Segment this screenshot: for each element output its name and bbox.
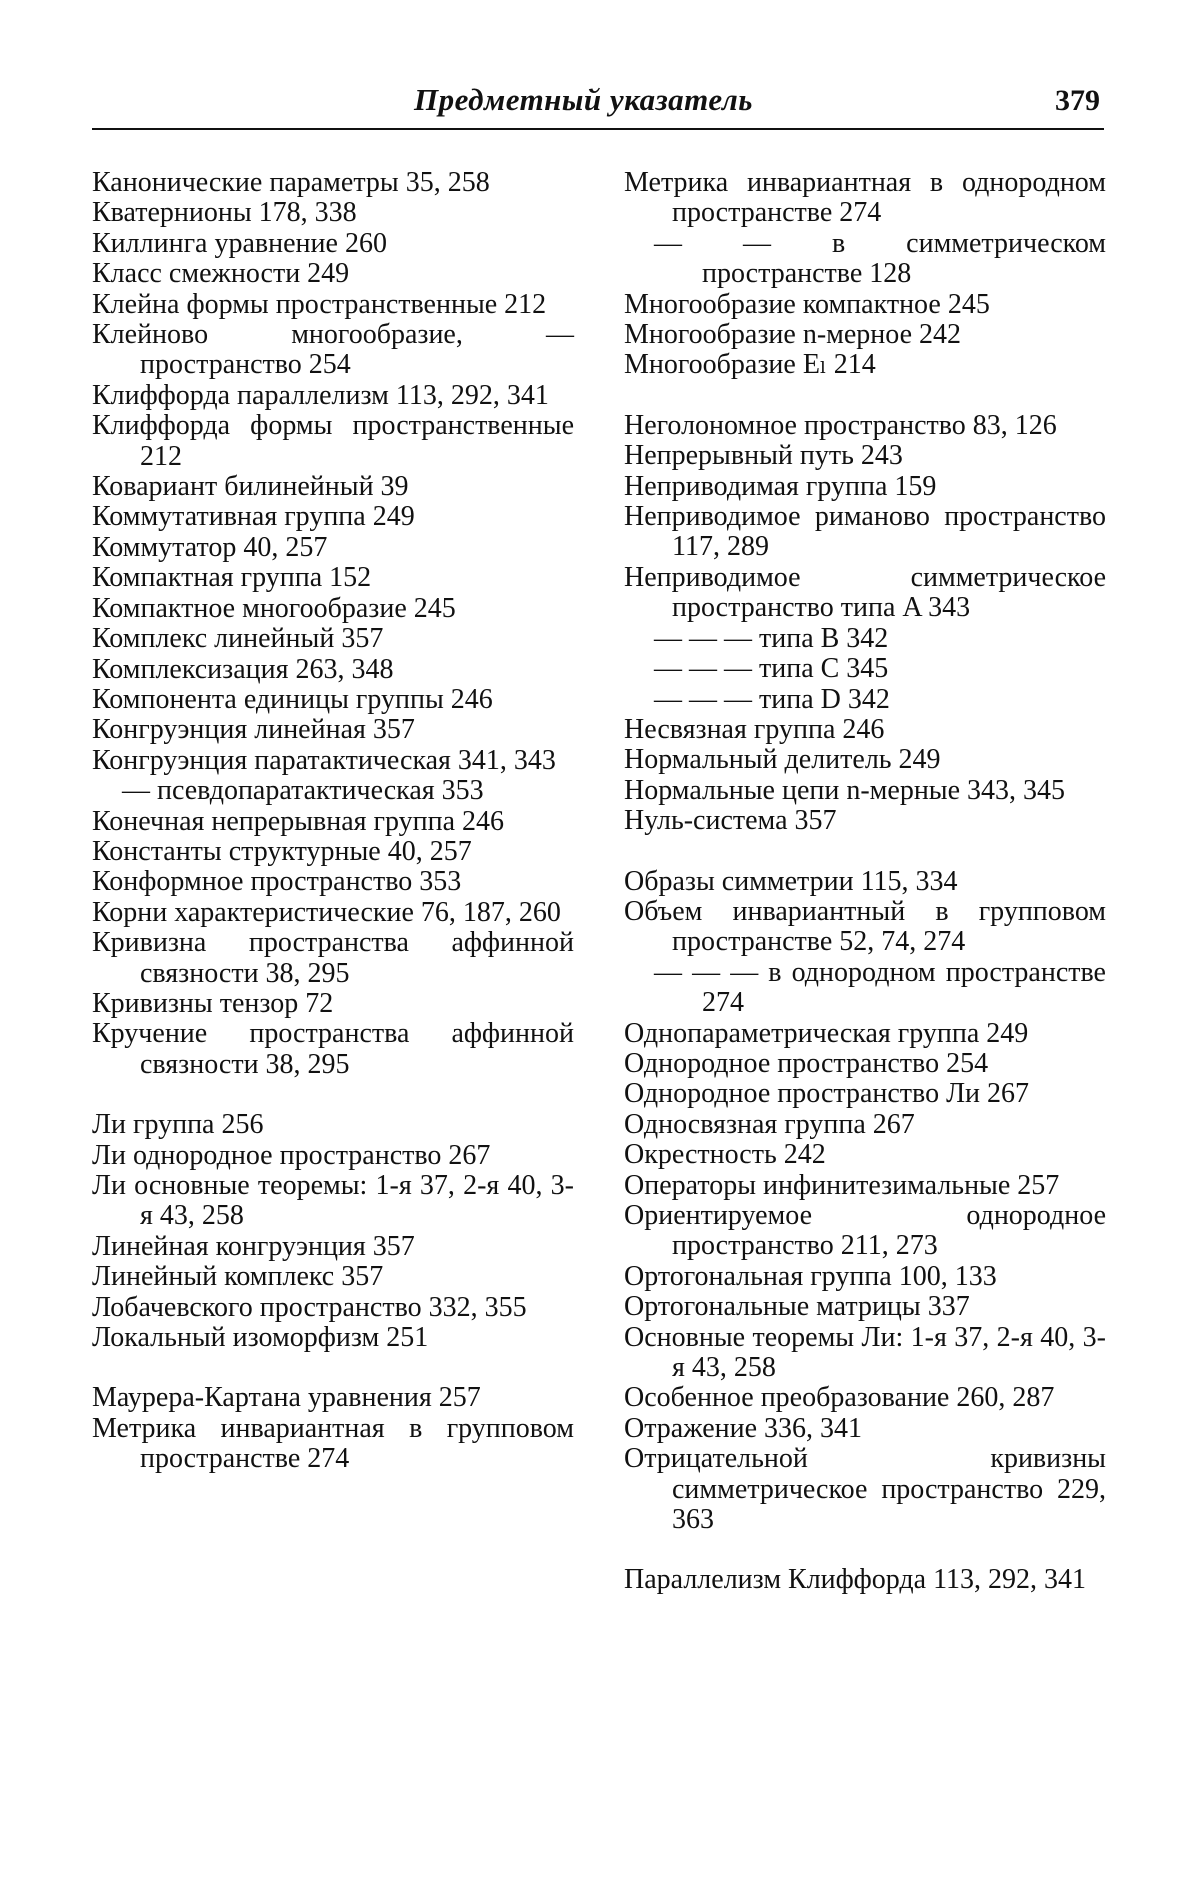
index-entry: Компонента единицы группы 246 [92,683,493,715]
index-entry: Линейный комплекс 357 [92,1261,384,1293]
index-entry: Ли однородное пространство 267 [92,1139,491,1171]
index-entry: Клиффорда формы пространственные 212 [92,410,574,472]
index-subentry: — — — типа C 345 [654,653,889,685]
index-subentry: — — — типа B 342 [654,622,889,654]
index-entry: Коммутативная группа 249 [92,501,415,533]
index-entry: Комплекс линейный 357 [92,623,384,655]
index-subentry: — псевдопаратактическая 353 [122,775,484,807]
section-gap [92,1080,574,1110]
index-entry: Особенное преобразование 260, 287 [624,1382,1055,1414]
index-entry: Многообразие компактное 245 [624,288,990,320]
index-entry: Ли основные теоремы: 1-я 37, 2-я 40, 3-я 43, 258 [92,1170,574,1232]
index-entry: Киллинга уравнение 260 [92,227,387,259]
index-column-right [624,168,1106,1596]
index-entry: Локальный изоморфизм 251 [92,1322,429,1354]
index-entry: Неголономное пространство 83, 126 [624,409,1057,441]
index-entry: Нормальный делитель 249 [624,744,941,776]
index-entry: Отражение 336, 341 [624,1412,863,1444]
page-header [92,78,1104,130]
section-gap [624,381,1106,411]
index-entry: Конгруэнция линейная 357 [92,714,415,746]
section-gap [92,1353,574,1383]
index-entry: Клиффорда параллелизм 113, 292, 341 [92,379,549,411]
index-entry: Однородное пространство 254 [624,1047,989,1079]
index-entry: Отрицательной кривизны симметрическое пространство 229, 363 [624,1443,1106,1536]
index-entry: Кручение пространства аффинной связности 38, 295 [92,1018,574,1080]
index-entry: Образы симметрии 115, 334 [624,865,958,897]
index-entry: Неприводимая группа 159 [624,470,937,502]
index-entry: Ортогональные матрицы 337 [624,1291,970,1323]
index-entry: Лобачевского пространство 332, 355 [92,1291,527,1323]
index-entry: Ли группа 256 [92,1109,264,1141]
page-number: 379 [1055,84,1100,117]
running-title: Предметный указатель [414,82,753,117]
index-entry: Конформное пространство 353 [92,866,462,898]
index-entry: Компактное многообразие 245 [92,592,456,624]
index-entry: Неприводимое симметрическое пространство типа A 343 [624,561,1106,624]
index-entry: Комплексизация 263, 348 [92,653,394,685]
index-entry: Многообразие n-мерное 242 [624,319,962,351]
section-gap [624,1535,1106,1565]
index-entry: Несвязная группа 246 [624,713,885,745]
index-entry: Основные теоремы Ли: 1-я 37, 2-я 40, 3-я 43, 258 [624,1321,1106,1384]
index-entry: Окрестность 242 [624,1139,826,1171]
index-entry: Многообразие Eₗ 214 [624,349,876,381]
index-entry: Корни характеристические 76, 187, 260 [92,896,561,928]
index-entry: Нуль-система 357 [624,805,837,837]
index-entry: Кватернионы 178, 338 [92,197,357,229]
index-column-left [92,168,574,1475]
index-entry: Метрика инвариантная в однородном пространстве 274 [624,167,1106,229]
index-entry: Односвязная группа 267 [624,1108,915,1140]
index-entry: Клейново многообразие, — пространство 254 [92,319,574,381]
index-entry: Нормальные цепи n-мерные 343, 345 [624,774,1066,806]
index-entry: Конечная непрерывная группа 246 [92,805,505,837]
index-entry: Ортогональная группа 100, 133 [624,1260,997,1292]
index-entry: Кривизна пространства аффинной связности 38, 295 [92,927,574,989]
index-entry: Однопараметрическая группа 249 [624,1017,1029,1049]
index-entry: Маурера-Картана уравнения 257 [92,1382,481,1414]
index-entry: Метрика инвариантная в групповом пространстве 274 [92,1412,574,1475]
index-subentry: — — в симметрическом пространстве 128 [654,227,1106,290]
index-entry: Однородное пространство Ли 267 [624,1078,1030,1110]
index-entry: Объем инвариантный в групповом пространстве 52, 74, 274 [624,895,1106,958]
index-entry: Коммутатор 40, 257 [92,531,328,563]
index-entry: Неприводимое риманово пространство 117, 289 [624,501,1106,563]
index-entry: Компактная группа 152 [92,562,372,594]
index-subentry: — — — типа D 342 [654,683,890,715]
index-entry: Кривизны тензор 72 [92,987,334,1019]
index-entry: Непрерывный путь 243 [624,440,903,472]
index-entry: Конгруэнция паратактическая 341, 343 [92,744,556,776]
index-entry: Операторы инфинитезимальные 257 [624,1169,1060,1201]
section-gap [624,837,1106,867]
index-entry: Константы структурные 40, 257 [92,835,472,867]
index-entry: Клейна формы пространственные 212 [92,288,547,320]
index-entry: Линейная конгруэнция 357 [92,1230,415,1262]
index-entry: Класс смежности 249 [92,258,350,290]
index-entry: Параллелизм Клиффорда 113, 292, 341 [624,1564,1087,1596]
index-entry: Ковариант билинейный 39 [92,471,409,503]
index-entry: Канонические параметры 35, 258 [92,167,490,198]
index-subentry: — — — в однородном пространстве 274 [654,956,1106,1019]
index-entry: Ориентируемое однородное пространство 211, 273 [624,1200,1106,1262]
